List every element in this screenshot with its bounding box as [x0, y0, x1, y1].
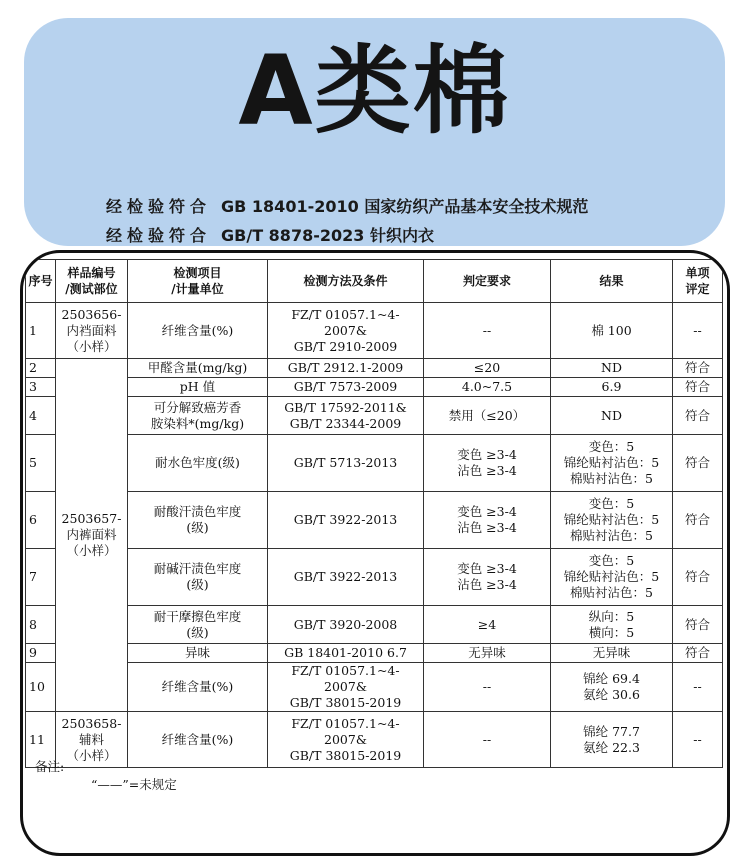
header-method: 检测方法及条件 [268, 260, 424, 303]
method-cell: GB 18401-2010 6.7 [268, 644, 424, 663]
table-row [26, 663, 723, 712]
row-no: 6 [26, 492, 56, 549]
verdict-cell: 符合 [673, 435, 723, 492]
item-cell: 甲醛含量(mg/kg) [128, 359, 268, 378]
table-row [26, 397, 723, 435]
method-cell: GB/T 3922-2013 [268, 549, 424, 606]
row-no: 5 [26, 435, 56, 492]
header-sample: 样品编号 /测试部位 [56, 260, 128, 303]
table-row [26, 303, 723, 359]
row-no: 7 [26, 549, 56, 606]
row-no: 9 [26, 644, 56, 663]
method-cell: GB/T 17592-2011& GB/T 23344-2009 [268, 397, 424, 435]
item-cell: 耐水色牢度(级) [128, 435, 268, 492]
row-no: 2 [26, 359, 56, 378]
standard-label: 经检验符合 [106, 197, 212, 216]
result-cell: 锦纶 77.7 氨纶 22.3 [551, 712, 673, 768]
test-report-table [25, 259, 723, 768]
method-cell: GB/T 2912.1-2009 [268, 359, 424, 378]
table-row [26, 644, 723, 663]
requirement-cell: 禁用（≤20） [424, 397, 551, 435]
header-item: 检测项目 /计量单位 [128, 260, 268, 303]
requirement-cell: 变色 ≥3-4 沾色 ≥3-4 [424, 549, 551, 606]
item-cell: 纤维含量(%) [128, 303, 268, 359]
verdict-cell: -- [673, 663, 723, 712]
requirement-cell: ≥4 [424, 606, 551, 644]
standard-line-1 [106, 194, 588, 217]
table-row [26, 378, 723, 397]
sample-cell-1: 2503656- 内裆面料 （小样） [56, 303, 128, 359]
method-cell: FZ/T 01057.1~4-2007& GB/T 38015-2019 [268, 663, 424, 712]
table-row [26, 435, 723, 492]
item-cell: 可分解致癌芳香 胺染料*(mg/kg) [128, 397, 268, 435]
row-no: 1 [26, 303, 56, 359]
result-cell: 6.9 [551, 378, 673, 397]
standard-text: GB 18401-2010 国家纺织产品基本安全技术规范 [221, 197, 589, 216]
requirement-cell: 变色 ≥3-4 沾色 ≥3-4 [424, 435, 551, 492]
row-no: 11 [26, 712, 56, 768]
result-cell: ND [551, 397, 673, 435]
method-cell: FZ/T 01057.1~4-2007& GB/T 2910-2009 [268, 303, 424, 359]
item-cell: 耐干摩擦色牢度 (级) [128, 606, 268, 644]
header-verdict: 单项 评定 [673, 260, 723, 303]
requirement-cell: -- [424, 303, 551, 359]
verdict-cell: 符合 [673, 606, 723, 644]
notes-line: “——”=未规定 [91, 777, 177, 792]
result-cell: 无异味 [551, 644, 673, 663]
notes-label: 备注: [35, 759, 65, 774]
method-cell: GB/T 3922-2013 [268, 492, 424, 549]
table-row [26, 606, 723, 644]
requirement-cell: 无异味 [424, 644, 551, 663]
item-cell: 耐碱汗渍色牢度 (级) [128, 549, 268, 606]
result-cell: 锦纶 69.4 氨纶 30.6 [551, 663, 673, 712]
standard-line-2 [106, 223, 434, 246]
item-cell: 异味 [128, 644, 268, 663]
result-cell: 棉 100 [551, 303, 673, 359]
report-frame [20, 250, 730, 856]
row-no: 8 [26, 606, 56, 644]
verdict-cell: -- [673, 303, 723, 359]
result-cell: 变色：5 锦纶贴衬沾色：5 棉贴衬沾色：5 [551, 492, 673, 549]
row-no: 10 [26, 663, 56, 712]
method-cell: FZ/T 01057.1~4-2007& GB/T 38015-2019 [268, 712, 424, 768]
sample-cell-3: 2503658- 辅料 （小样） [56, 712, 128, 768]
verdict-cell: 符合 [673, 397, 723, 435]
requirement-cell: -- [424, 663, 551, 712]
standard-text: GB/T 8878-2023 针织内衣 [221, 226, 434, 245]
table-row [26, 549, 723, 606]
verdict-cell: 符合 [673, 644, 723, 663]
method-cell: GB/T 3920-2008 [268, 606, 424, 644]
result-cell: 纵向：5 横向：5 [551, 606, 673, 644]
header-no: 序号 [26, 260, 56, 303]
item-cell: 耐酸汗渍色牢度 (级) [128, 492, 268, 549]
row-no: 3 [26, 378, 56, 397]
verdict-cell: -- [673, 712, 723, 768]
hero-banner [24, 18, 725, 246]
table-header-row [26, 260, 723, 303]
verdict-cell: 符合 [673, 378, 723, 397]
requirement-cell: 4.0~7.5 [424, 378, 551, 397]
table-row [26, 712, 723, 768]
result-cell: ND [551, 359, 673, 378]
table-row [26, 359, 723, 378]
item-cell: pH 值 [128, 378, 268, 397]
item-cell: 纤维含量(%) [128, 712, 268, 768]
requirement-cell: -- [424, 712, 551, 768]
row-no: 4 [26, 397, 56, 435]
hero-title: A类棉 [238, 35, 511, 147]
header-result: 结果 [551, 260, 673, 303]
verdict-cell: 符合 [673, 492, 723, 549]
verdict-cell: 符合 [673, 359, 723, 378]
requirement-cell: ≤20 [424, 359, 551, 378]
result-cell: 变色：5 锦纶贴衬沾色：5 棉贴衬沾色：5 [551, 435, 673, 492]
result-cell: 变色：5 锦纶贴衬沾色：5 棉贴衬沾色：5 [551, 549, 673, 606]
table-row [26, 492, 723, 549]
item-cell: 纤维含量(%) [128, 663, 268, 712]
verdict-cell: 符合 [673, 549, 723, 606]
header-requirement: 判定要求 [424, 260, 551, 303]
requirement-cell: 变色 ≥3-4 沾色 ≥3-4 [424, 492, 551, 549]
standard-label: 经检验符合 [106, 226, 212, 245]
method-cell: GB/T 5713-2013 [268, 435, 424, 492]
method-cell: GB/T 7573-2009 [268, 378, 424, 397]
sample-cell-2: 2503657- 内裤面料 （小样） [56, 359, 128, 712]
